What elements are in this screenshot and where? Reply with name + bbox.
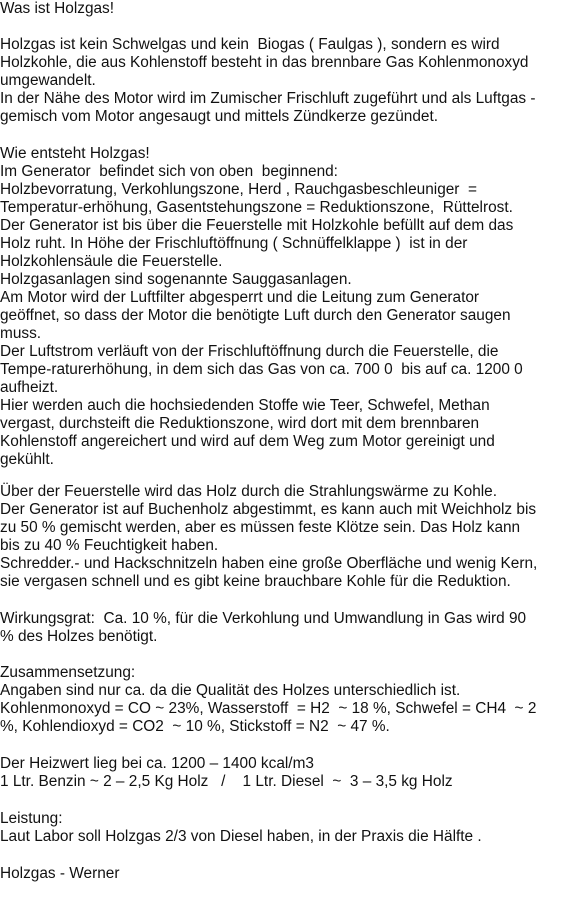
text-line: gemisch vom Motor angesaugt und mittels Zündkerze gezündet.: [0, 108, 439, 125]
text-line: Im Generator befindet sich von oben beginnend:: [0, 163, 338, 180]
text-line: Der Luftstrom verläuft von der Frischluftöffnung durch die Feuerstelle, die: [0, 343, 499, 360]
text-line: Temperatur-erhöhung, Gasentstehungszone = Reduktionszone, Rüttelrost.: [0, 199, 513, 216]
text-line: %, Kohlendioxyd = CO2 ~ 10 %, Stickstoff = N2 ~ 47 %.: [0, 718, 390, 735]
text-line: Holz ruht. In Höhe der Frischluftöffnung ( Schnüffelklappe ) ist in der: [0, 235, 468, 252]
text-line: geöffnet, so dass der Motor die benötigte Luft durch den Generator saugen: [0, 307, 511, 324]
text-line: zu 50 % gemischt werden, aber es müssen feste Klötze sein. Das Holz kann: [0, 519, 521, 536]
text-line: Kohlenstoff angereichert und wird auf dem Weg zum Motor gereinigt und: [0, 433, 495, 450]
text-line: aufheizt.: [0, 379, 59, 396]
text-line: Laut Labor soll Holzgas 2/3 von Diesel haben, in der Praxis die Hälfte .: [0, 828, 482, 845]
text-line: In der Nähe des Motor wird im Zumischer Frischluft zugeführt und als Luftgas -: [0, 90, 536, 107]
text-line: Holzgasanlagen sind sogenannte Sauggasanlagen.: [0, 271, 352, 288]
text-line: Wirkungsgrat: Ca. 10 %, für die Verkohlung und Umwandlung in Gas wird 90: [0, 610, 527, 627]
text-line: gekühlt.: [0, 451, 54, 468]
text-line: Am Motor wird der Luftfilter abgesperrt und die Leitung zum Generator: [0, 289, 480, 306]
text-line: Der Generator ist auf Buchenholz abgestimmt, es kann auch mit Weichholz bis: [0, 501, 537, 518]
signature-line: Holzgas - Werner: [0, 865, 120, 882]
text-line: Kohlenmonoxyd = CO ~ 23%, Wasserstoff = H2 ~ 18 %, Schwefel = CH4 ~ 2: [0, 700, 537, 717]
text-line: Holzbevorratung, Verkohlungszone, Herd , Rauchgasbeschleuniger =: [0, 181, 477, 198]
text-line: umgewandelt.: [0, 72, 96, 89]
text-line: bis zu 40 % Feuchtigkeit haben.: [0, 537, 219, 554]
text-line: % des Holzes benötigt.: [0, 628, 158, 645]
text-line: Über der Feuerstelle wird das Holz durch die Strahlungswärme zu Kohle.: [0, 483, 498, 500]
text-line: 1 Ltr. Benzin ~ 2 – 2,5 Kg Holz / 1 Ltr. Diesel ~ 3 – 3,5 kg Holz: [0, 773, 453, 790]
doc-title: Was ist Holzgas!: [0, 0, 115, 17]
text-line: Schredder.- und Hackschnitzeln haben eine große Oberfläche und wenig Kern,: [0, 555, 538, 572]
text-line: vergast, durchsteift die Reduktionszone, wird dort mit dem brennbaren: [0, 415, 480, 432]
text-line: Hier werden auch die hochsiedenden Stoffe wie Teer, Schwefel, Methan: [0, 397, 490, 414]
section-heading: Wie entsteht Holzgas!: [0, 145, 150, 162]
section-heading: Zusammensetzung:: [0, 664, 136, 681]
text-line: Der Generator ist bis über die Feuerstelle mit Holzkohle befüllt auf dem das: [0, 217, 514, 234]
text-line: Der Heizwert lieg bei ca. 1200 – 1400 kcal/m3: [0, 755, 314, 772]
text-line: Tempe-raturerhöhung, in dem sich das Gas von ca. 700 0 bis auf ca. 1200 0: [0, 361, 523, 378]
text-line: Holzkohlensäule die Feuerstelle.: [0, 253, 223, 270]
section-heading: Leistung:: [0, 810, 63, 827]
text-line: Angaben sind nur ca. da die Qualität des Holzes unterschiedlich ist.: [0, 682, 461, 699]
text-line: sie vergasen schnell und es gibt keine brauchbare Kohle für die Reduktion.: [0, 573, 511, 590]
text-line: muss.: [0, 325, 42, 342]
text-line: Holzgas ist kein Schwelgas und kein Biogas ( Faulgas ), sondern es wird: [0, 36, 500, 53]
text-line: Holzkohle, die aus Kohlenstoff besteht in das brennbare Gas Kohlenmonoxyd: [0, 54, 529, 71]
